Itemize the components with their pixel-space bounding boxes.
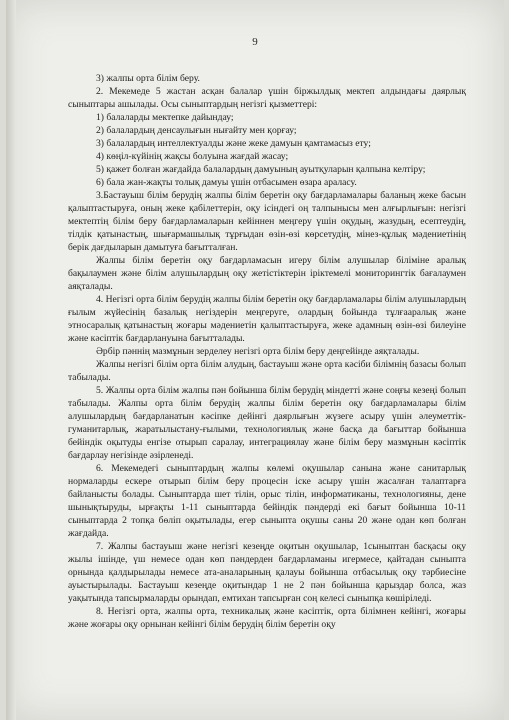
paragraph: Әрбір пәннің мазмұнын зерделеу негізгі орта білім беру деңгейінде аяқталады. (96, 346, 420, 357)
paragraph: 2. Мекемеде 5 жастан асқан балалар үшін біржылдық мектеп алдындағы даярлық сыныптары ашылады. Осы сыныптардың негізгі қызметтері: (68, 86, 466, 110)
paragraph: Жалпы негізгі білім орта білім алудың, бастауыш және орта кәсіби білімнің базасы болып табылады. (68, 359, 466, 383)
list-item: 3) балалардың интеллектуалды және жеке дамуын қамтамасыз ету; (96, 138, 371, 149)
document-page (6, 0, 504, 720)
list-item: 5) қажет болған жағдайда балалардың дамуының ауытқуларын қалпына келтіру; (96, 164, 426, 175)
list-item: 2) балалардың денсаулығын нығайту мен қорғау; (96, 125, 297, 136)
page-number: 9 (252, 36, 258, 48)
document-body (68, 72, 466, 631)
paragraph: 3.Бастауыш білім берудің жалпы білім беретін оқу бағдарламалары баланың жеке басын қалыптастыруға, оның жеке қабілеттерін, оқу ісіндегі оң талпынысы мен алғырлығын: негізгі мектептің білім беру бағдарламаларын кейіннен меңгеру үшін оқудың, жазудың, есептеудің, тілдік қатынастың, шығармашылық тұрғыдан өзін-өзі көрсетудің, мінез-құлық мәдениетінің берік дағдыларын дамытуға бағытталған. (68, 190, 466, 253)
page-binding-edge (6, 0, 16, 720)
paragraph: 6. Мекемедегі сыныптардың жалпы көлемі оқушылар санына және санитарлық нормаларды ескере отырып білім беру процесін іске асыру үшін жасалған талаптарға байланысты болады. Сыныптарда шет тілін, орыс тілін, информатиканы, технологияны, дене шынықтыруды, ырғақты 1-11 сыныптарда бейіндік пәндерді екі бағыт бойынша 10-11 сыныптарда 2 топқа бөліп оқытылады, егер сыныпта оқушы саны 20 және одан көп болған жағдайда. (68, 463, 466, 539)
list-item: 1) балаларды мектепке дайындау; (96, 112, 234, 123)
paragraph: Жалпы білім беретін оқу бағдарламасын игеру білім алушылар біліміне аралық бақылаумен және білім алушылардың оқу жетістіктерін іріктемелі мониторингтік бағалаумен аяқталады. (68, 255, 466, 292)
list-item: 4) көңіл-күйінің жақсы болуына жағдай жасау; (96, 151, 289, 162)
paragraph: 3) жалпы орта білім беру. (96, 73, 200, 84)
paragraph: 7. Жалпы бастауыш және негізгі кезеңде оқитын оқушылар, 1сыныптан басқасы оқу жылы ішінде, үш немесе одан көп пәндерден бағдарламаны игермесе, қайтадан сыныпта орнында қалдырылады немесе ата-аналарының қалауы бойынша отбасылық оқу тәрбиесіне ауыстырылады. Бастауыш кезеңде оқитындар 1 не 2 пән бойынша қарыздар болса, жаз уақытында тапсырмаларды орындап, емтихан тапсырған соң келесі сыныпқа көшіріледі. (68, 541, 466, 604)
paragraph: 8. Негізгі орта, жалпы орта, техникалық және кәсіптік, орта білімнен кейінгі, жоғары және жоғары оқу орнынан кейінгі білім берудің білім беретін оқу (68, 606, 466, 630)
paragraph: 4. Негізгі орта білім берудің жалпы білім беретін оқу бағдарламалары білім алушылардың ғылым жүйесінің базалық негіздерін меңгеруге, олардың бойында тұлғааралық және этносаралық қатынастың жоғары мәдениетін қалыптастыруға, жеке адамның өзін-өзі билеуіне және кәсіптік бағдарлануына бағытталады. (68, 294, 466, 344)
list-item: 6) бала жан-жақты толық дамуы үшін отбасымен өзара араласу. (96, 177, 357, 188)
paragraph: 5. Жалпы орта білім жалпы пән бойынша білім берудің міндетті және соңғы кезеңі болып табылады. Жалпы орта білім берудің жалпы білім беретін оқу бағдарламалары білім алушылардың бағдарланатын кәсіпке дейінгі даярлығын жүзеге асыру үшін әлеуметтік-гуманитарлық, жаратылыстану-ғылыми, технологиялық және басқа да бағыттар бойынша бейіндік оқытуды енгізе отырып саралау, интеграциялау және білім беру мазмұнын кәсіптік бағдарлау негізінде әзірленеді. (68, 385, 466, 461)
